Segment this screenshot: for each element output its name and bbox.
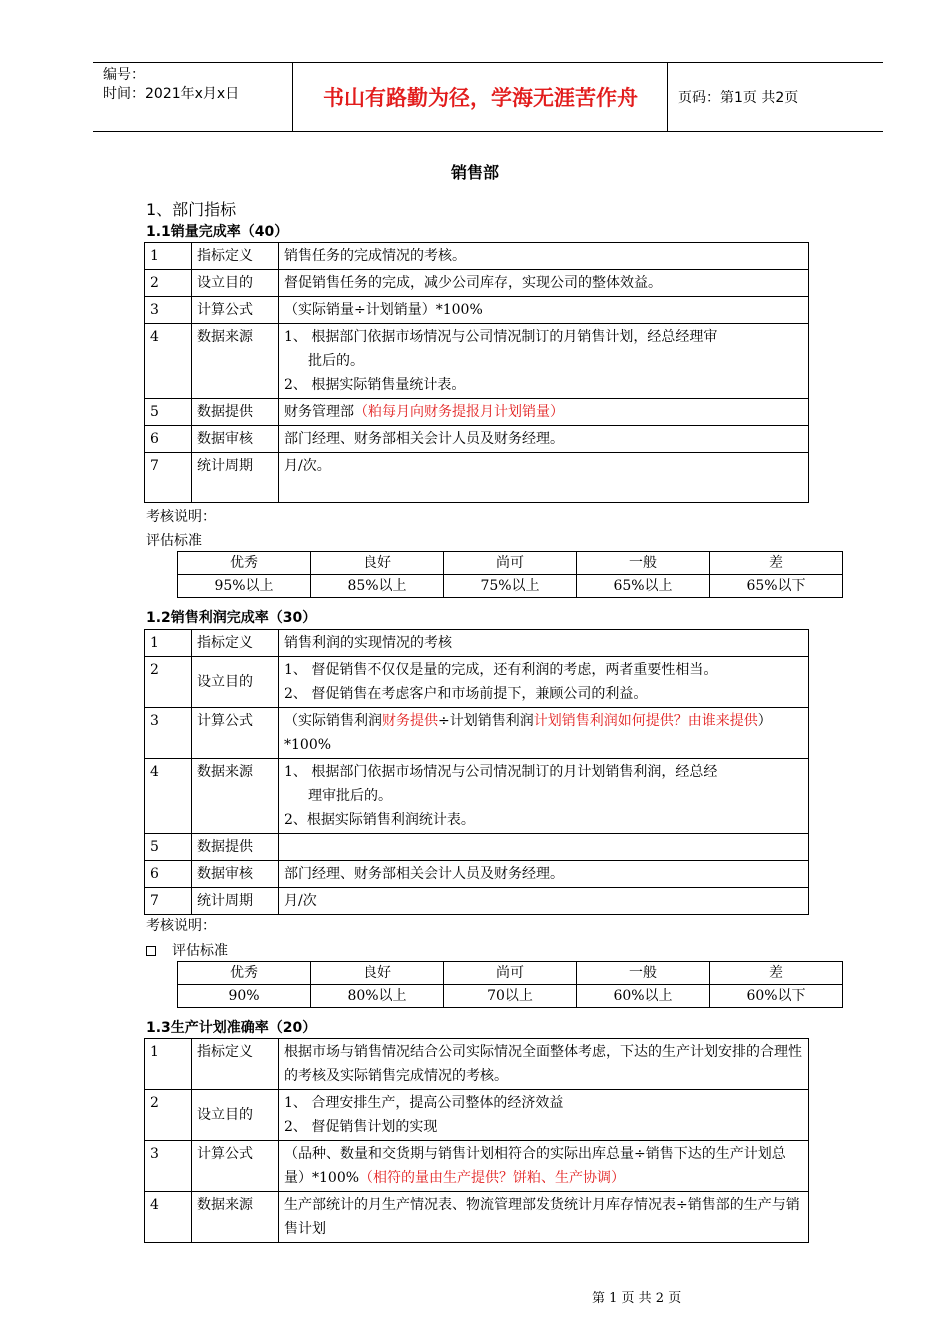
table-row: 2 设立目的 1、 合理安排生产，提高公司整体的经济效益 2、 督促销售计划的实现 bbox=[145, 1090, 809, 1141]
s11-std-label: 评估标准 bbox=[146, 533, 202, 549]
table-row: 6 数据审核 部门经理、财务部相关会计人员及财务经理。 bbox=[145, 861, 809, 888]
table-row: 3 计算公式 （品种、数量和交货期与销售计划相符合的实际出库总量÷销售下达的生产计划总量）*100%（相符的量由生产提供？饼粕、生产协调） bbox=[145, 1141, 809, 1192]
s12-std-label: 评估标准 bbox=[172, 943, 228, 959]
red-note: 财务提供 bbox=[382, 713, 438, 729]
s11-note: 考核说明： bbox=[146, 509, 216, 525]
table-row: 2 设立目的 1、 督促销售不仅仅是量的完成，还有利润的考虑，两者重要性相当。 2、 督促销售在考虑客户和市场前提下，兼顾公司的利益。 bbox=[145, 657, 809, 708]
table-row: 优秀 良好 尚可 一般 差 bbox=[178, 962, 843, 985]
s13-table bbox=[144, 1038, 809, 1243]
table-row: 7 统计周期 月/次 bbox=[145, 888, 809, 915]
time-label: 时间：2021年x月x日 bbox=[103, 86, 240, 102]
table-row: 2 设立目的 督促销售任务的完成，减少公司库存，实现公司的整体效益。 bbox=[145, 270, 809, 297]
s12-grade-table bbox=[177, 961, 843, 1008]
s12-note: 考核说明： bbox=[146, 918, 216, 934]
s12-table bbox=[144, 629, 809, 915]
s11-grade-table bbox=[177, 551, 843, 598]
s12-title: 1.2销售利润完成率（30） bbox=[146, 610, 317, 626]
checkbox-icon bbox=[146, 946, 156, 956]
table-row: 1 指标定义 销售利润的实现情况的考核 bbox=[145, 630, 809, 657]
header-meta bbox=[93, 63, 293, 131]
red-note: （相符的量由生产提供？饼粕、生产协调） bbox=[359, 1170, 626, 1186]
number-label: 编号： bbox=[103, 67, 145, 83]
table-row: 5 数据提供 bbox=[145, 834, 809, 861]
table-row: 3 计算公式 （实际销售利润财务提供÷计划销售利润计划销售利润如何提供？由谁来提供）*100% bbox=[145, 708, 809, 759]
table-row: 7 统计周期 月/次。 bbox=[145, 453, 809, 503]
section-title: 1、部门指标 bbox=[146, 200, 237, 219]
header-page-label: 页码：第1页 共2页 bbox=[678, 90, 799, 106]
s12-std-label-row bbox=[146, 940, 228, 960]
header-motto: 书山有路勤为径，学海无涯苦作舟 bbox=[294, 63, 668, 131]
table-row: 1 指标定义 根据市场与销售情况结合公司实际情况全面整体考虑，下达的生产计划安排的合理性的考核及实际销售完成情况的考核。 bbox=[145, 1039, 809, 1090]
red-note: 计划销售利润如何提供？由谁来提供 bbox=[533, 713, 758, 729]
table-row: 3 计算公式 （实际销量÷计划销量）*100% bbox=[145, 297, 809, 324]
table-row: 4 数据来源 1、 根据部门依据市场情况与公司情况制订的月销售计划，经总经理审 批后的。 2、 根据实际销售量统计表。 bbox=[145, 324, 809, 399]
table-row: 1 指标定义 销售任务的完成情况的考核。 bbox=[145, 243, 809, 270]
s13-title: 1.3生产计划准确率（20） bbox=[146, 1020, 317, 1036]
s11-title: 1.1销量完成率（40） bbox=[146, 224, 289, 240]
table-row: 优秀 良好 尚可 一般 差 bbox=[178, 552, 843, 575]
doc-title: 销售部 bbox=[450, 163, 499, 182]
table-row: 6 数据审核 部门经理、财务部相关会计人员及财务经理。 bbox=[145, 426, 809, 453]
red-note: （粕每月向财务提报月计划销量） bbox=[354, 404, 564, 420]
page-footer: 第 1 页 共 2 页 bbox=[592, 1291, 682, 1306]
s11-table bbox=[144, 242, 809, 503]
table-row: 4 数据来源 1、 根据部门依据市场情况与公司情况制订的月计划销售利润，经总经 理审批后的。 2、根据实际销售利润统计表。 bbox=[145, 759, 809, 834]
table-row: 5 数据提供 财务管理部（粕每月向财务提报月计划销量） bbox=[145, 399, 809, 426]
table-row: 95%以上 85%以上 75%以上 65%以上 65%以下 bbox=[178, 575, 843, 598]
table-row: 90% 80%以上 70以上 60%以上 60%以下 bbox=[178, 985, 843, 1008]
table-row: 4 数据来源 生产部统计的月生产情况表、物流管理部发货统计月库存情况表÷销售部的生产与销售计划 bbox=[145, 1192, 809, 1243]
page-header bbox=[93, 62, 883, 132]
